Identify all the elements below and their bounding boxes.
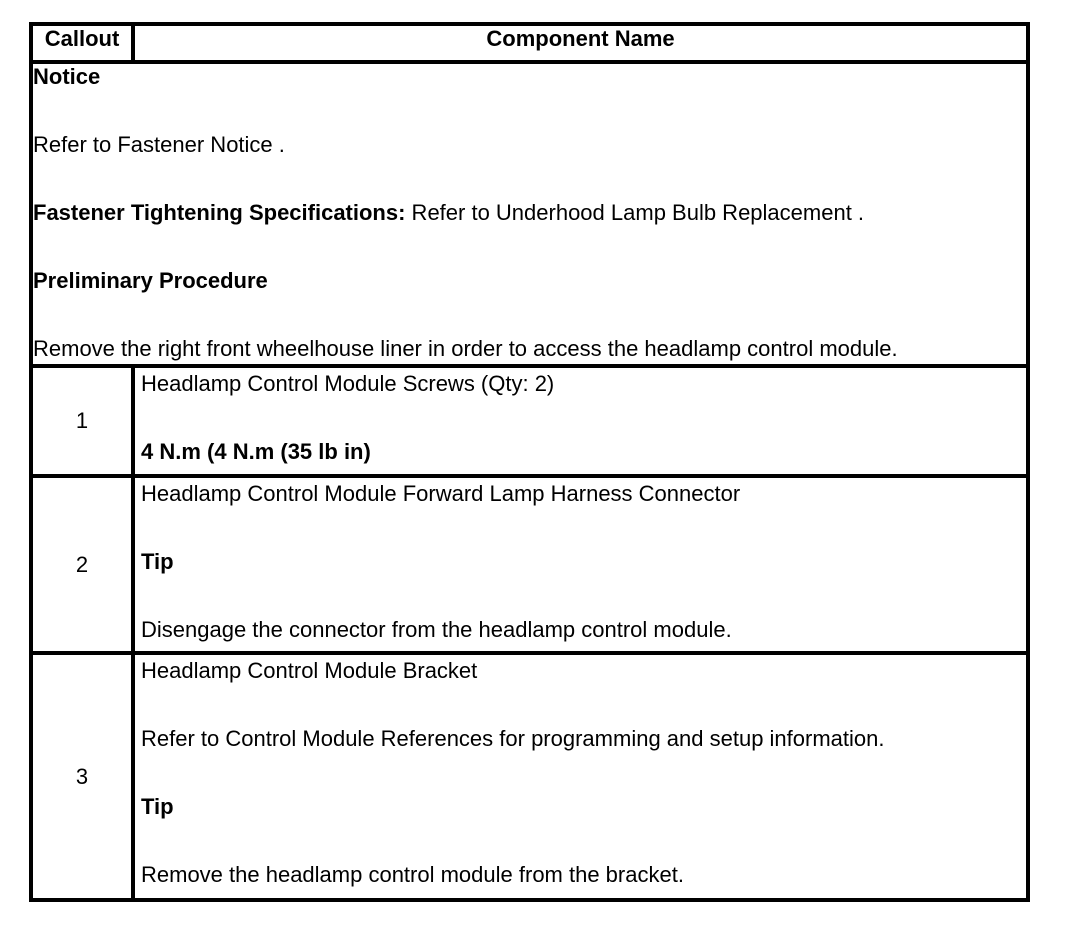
preamble-row: [31, 62, 1028, 366]
notice-heading: Notice: [33, 64, 101, 89]
table-header-row: [31, 24, 1028, 62]
procedure-table: [29, 22, 1030, 902]
torque-spec: 4 N.m (4 N.m (35 lb in): [141, 439, 371, 464]
notice-text: Refer to Fastener Notice .: [33, 132, 285, 157]
tip-text: Disengage the connector from the headlamp control module.: [141, 617, 732, 642]
tip-heading: Tip: [141, 794, 174, 819]
tip-heading: Tip: [141, 549, 174, 574]
component-name: Headlamp Control Module Bracket: [141, 658, 478, 683]
preliminary-procedure-heading: Preliminary Procedure: [33, 268, 268, 293]
callout-number: 2: [31, 476, 133, 653]
preamble-cell: [31, 62, 1028, 366]
callout-column-header: Callout: [31, 24, 133, 62]
component-cell: [133, 366, 1028, 476]
component-cell: [133, 476, 1028, 653]
component-cell: [133, 653, 1028, 900]
fastener-spec-text: Refer to Underhood Lamp Bulb Replacement .: [405, 200, 865, 225]
component-name: Headlamp Control Module Screws (Qty: 2): [141, 371, 555, 396]
reference-text: Refer to Control Module References for programming and setup information.: [141, 726, 885, 751]
component-name: Headlamp Control Module Forward Lamp Harness Connector: [141, 481, 741, 506]
tip-text: Remove the headlamp control module from the bracket.: [141, 862, 684, 887]
preliminary-procedure-text: Remove the right front wheelhouse liner in order to access the headlamp control module.: [33, 336, 898, 361]
table-row: [31, 476, 1028, 653]
component-name-column-header: Component Name: [133, 24, 1028, 62]
callout-number: 3: [31, 653, 133, 900]
fastener-spec-label: Fastener Tightening Specifications:: [33, 200, 406, 225]
table-row: [31, 366, 1028, 476]
fastener-spec: [33, 200, 1026, 226]
table-row: [31, 653, 1028, 900]
callout-number: 1: [31, 366, 133, 476]
